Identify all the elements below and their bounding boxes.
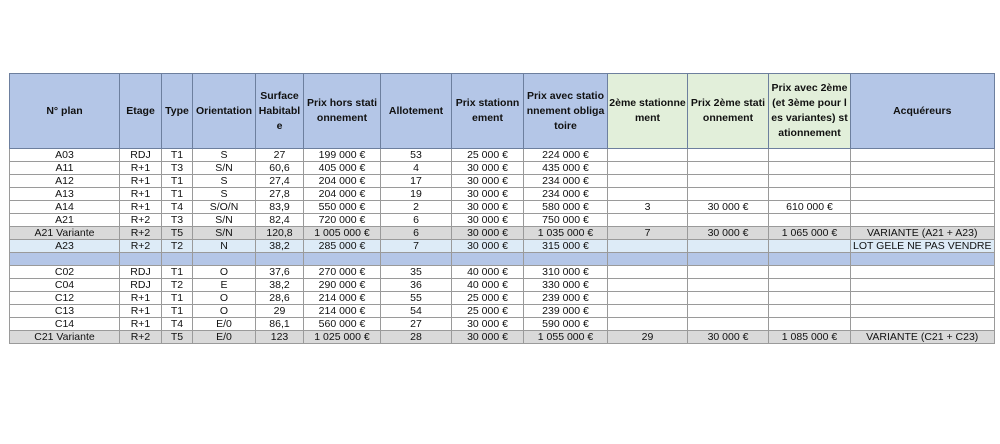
table-cell[interactable] <box>608 253 688 266</box>
table-cell[interactable]: 27 <box>381 318 452 331</box>
table-cell[interactable] <box>688 266 769 279</box>
table-row <box>10 240 995 253</box>
table-cell[interactable] <box>381 253 452 266</box>
table-cell[interactable]: O <box>193 266 256 279</box>
column-header-label: Orientation <box>195 104 252 117</box>
table-row <box>10 214 995 227</box>
table-cell[interactable]: 30 000 € <box>688 201 769 214</box>
table-cell[interactable]: A21 Variante <box>10 227 120 240</box>
table-cell[interactable]: 30 000 € <box>452 214 524 227</box>
column-header-label: Surface Habitable <box>258 89 301 132</box>
table-row <box>10 266 995 279</box>
table-cell[interactable] <box>524 253 608 266</box>
table-cell[interactable]: 6 <box>381 214 452 227</box>
table-cell[interactable] <box>688 240 769 253</box>
table-cell[interactable]: RDJ <box>120 279 162 292</box>
table-cell[interactable] <box>120 253 162 266</box>
table-cell[interactable]: 30 000 € <box>452 175 524 188</box>
table-cell[interactable]: 60,6 <box>256 162 304 175</box>
table-cell[interactable]: VARIANTE (A21 + A23) <box>851 227 995 240</box>
table-cell[interactable]: 30 000 € <box>452 201 524 214</box>
table-cell[interactable] <box>851 214 995 227</box>
table-cell[interactable] <box>769 149 851 162</box>
table-cell[interactable] <box>851 149 995 162</box>
table-cell[interactable] <box>688 188 769 201</box>
table-cell[interactable]: T1 <box>162 305 193 318</box>
table-cell[interactable] <box>769 253 851 266</box>
lots-price-table <box>9 73 995 344</box>
table-cell[interactable]: 234 000 € <box>524 175 608 188</box>
column-header <box>524 74 608 149</box>
table-cell[interactable]: C21 Variante <box>10 331 120 344</box>
table-cell[interactable]: R+2 <box>120 214 162 227</box>
table-cell[interactable]: 25 000 € <box>452 305 524 318</box>
table-cell[interactable]: C04 <box>10 279 120 292</box>
table-cell[interactable] <box>608 175 688 188</box>
table-cell[interactable]: R+2 <box>120 227 162 240</box>
table-cell[interactable]: 610 000 € <box>769 201 851 214</box>
table-cell[interactable]: 38,2 <box>256 240 304 253</box>
table-cell[interactable]: 35 <box>381 266 452 279</box>
table-cell[interactable]: O <box>193 292 256 305</box>
table-cell[interactable] <box>608 214 688 227</box>
table-cell[interactable]: 36 <box>381 279 452 292</box>
table-row <box>10 188 995 201</box>
table-cell[interactable]: O <box>193 305 256 318</box>
table-cell[interactable]: RDJ <box>120 149 162 162</box>
table-cell[interactable]: 37,6 <box>256 266 304 279</box>
table-cell[interactable]: 120,8 <box>256 227 304 240</box>
table-cell[interactable]: 285 000 € <box>304 240 381 253</box>
table-cell[interactable]: 28 <box>381 331 452 344</box>
table-cell[interactable]: T1 <box>162 149 193 162</box>
table-cell[interactable] <box>769 266 851 279</box>
table-cell[interactable]: 1 085 000 € <box>769 331 851 344</box>
table-cell[interactable]: T4 <box>162 318 193 331</box>
table-cell[interactable]: A13 <box>10 188 120 201</box>
table-cell[interactable]: A14 <box>10 201 120 214</box>
table-cell[interactable]: T5 <box>162 331 193 344</box>
table-cell[interactable]: 550 000 € <box>304 201 381 214</box>
table-cell[interactable]: A23 <box>10 240 120 253</box>
table-cell[interactable]: R+1 <box>120 188 162 201</box>
column-header <box>381 74 452 149</box>
table-cell[interactable]: C13 <box>10 305 120 318</box>
table-cell[interactable]: 214 000 € <box>304 292 381 305</box>
table-cell[interactable] <box>608 305 688 318</box>
column-header <box>120 74 162 149</box>
table-cell[interactable] <box>851 162 995 175</box>
table-cell[interactable]: 54 <box>381 305 452 318</box>
table-cell[interactable]: 30 000 € <box>452 240 524 253</box>
table-row <box>10 162 995 175</box>
table-cell[interactable]: S <box>193 175 256 188</box>
table-cell[interactable] <box>688 292 769 305</box>
table-cell[interactable]: 28,6 <box>256 292 304 305</box>
table-cell[interactable] <box>193 253 256 266</box>
table-cell[interactable]: 30 000 € <box>452 188 524 201</box>
table-cell[interactable]: S <box>193 188 256 201</box>
table-cell[interactable] <box>688 214 769 227</box>
table-cell[interactable]: 560 000 € <box>304 318 381 331</box>
table-cell[interactable]: 123 <box>256 331 304 344</box>
table-cell[interactable]: R+1 <box>120 175 162 188</box>
table-cell[interactable] <box>851 253 995 266</box>
separator-row <box>10 253 995 266</box>
table-cell[interactable]: 224 000 € <box>524 149 608 162</box>
column-header-label: Prix avec 2ème (et 3ème pour les variantes) stationnement <box>771 82 848 139</box>
table-cell[interactable] <box>851 279 995 292</box>
table-cell[interactable] <box>769 292 851 305</box>
table-cell[interactable]: S/N <box>193 227 256 240</box>
table-cell[interactable]: R+1 <box>120 292 162 305</box>
table-cell[interactable]: R+2 <box>120 240 162 253</box>
table-cell[interactable]: 6 <box>381 227 452 240</box>
table-cell[interactable]: 7 <box>608 227 688 240</box>
table-cell[interactable]: 199 000 € <box>304 149 381 162</box>
table-cell[interactable]: 315 000 € <box>524 240 608 253</box>
column-header-label: Prix stationnement <box>455 97 520 124</box>
table-cell[interactable] <box>10 253 120 266</box>
table-cell[interactable] <box>769 188 851 201</box>
table-cell[interactable] <box>304 253 381 266</box>
table-row <box>10 175 995 188</box>
table-cell[interactable]: 29 <box>608 331 688 344</box>
table-cell[interactable]: RDJ <box>120 266 162 279</box>
table-cell[interactable]: 239 000 € <box>524 292 608 305</box>
table-cell[interactable]: T1 <box>162 292 193 305</box>
table-cell[interactable]: 27,4 <box>256 175 304 188</box>
table-cell[interactable]: R+1 <box>120 318 162 331</box>
table-row <box>10 227 995 240</box>
table-cell[interactable] <box>162 253 193 266</box>
table-cell[interactable]: N <box>193 240 256 253</box>
table-cell[interactable]: T1 <box>162 266 193 279</box>
table-cell[interactable]: 25 000 € <box>452 149 524 162</box>
table-cell[interactable]: T3 <box>162 162 193 175</box>
table-cell[interactable]: T1 <box>162 188 193 201</box>
header-row <box>10 74 995 149</box>
table-cell[interactable]: 30 000 € <box>452 331 524 344</box>
table-cell[interactable]: 30 000 € <box>688 227 769 240</box>
table-cell[interactable]: 1 065 000 € <box>769 227 851 240</box>
table-cell[interactable]: 290 000 € <box>304 279 381 292</box>
table-cell[interactable]: 204 000 € <box>304 175 381 188</box>
table-cell[interactable] <box>851 175 995 188</box>
column-header-label: 2ème stationnement <box>609 97 686 124</box>
table-row <box>10 201 995 214</box>
table-cell[interactable] <box>688 149 769 162</box>
table-cell[interactable]: R+1 <box>120 162 162 175</box>
column-header <box>162 74 193 149</box>
table-cell[interactable] <box>688 162 769 175</box>
table-cell[interactable]: 30 000 € <box>688 331 769 344</box>
table-cell[interactable]: 30 000 € <box>452 162 524 175</box>
table-cell[interactable] <box>769 305 851 318</box>
table-row <box>10 305 995 318</box>
table-cell[interactable]: 30 000 € <box>452 318 524 331</box>
table-cell[interactable]: E/0 <box>193 318 256 331</box>
table-cell[interactable]: E/0 <box>193 331 256 344</box>
table-row <box>10 149 995 162</box>
table-cell[interactable]: 1 005 000 € <box>304 227 381 240</box>
table-row <box>10 279 995 292</box>
table-cell[interactable]: 19 <box>381 188 452 201</box>
table-cell[interactable] <box>851 201 995 214</box>
column-header <box>304 74 381 149</box>
table-cell[interactable] <box>769 279 851 292</box>
column-header <box>193 74 256 149</box>
table-cell[interactable] <box>608 318 688 331</box>
column-header-label: N° plan <box>46 104 83 117</box>
table-cell[interactable]: 1 035 000 € <box>524 227 608 240</box>
table-row <box>10 318 995 331</box>
table-cell[interactable] <box>256 253 304 266</box>
table-cell[interactable]: A11 <box>10 162 120 175</box>
table-body <box>10 149 995 344</box>
table-cell[interactable]: 2 <box>381 201 452 214</box>
table-cell[interactable]: 29 <box>256 305 304 318</box>
table-cell[interactable]: R+1 <box>120 305 162 318</box>
table-cell[interactable] <box>608 149 688 162</box>
table-cell[interactable]: 204 000 € <box>304 188 381 201</box>
table-cell[interactable]: S <box>193 149 256 162</box>
table-cell[interactable] <box>688 305 769 318</box>
column-header <box>688 74 769 149</box>
table-cell[interactable] <box>688 318 769 331</box>
table-cell[interactable]: S/O/N <box>193 201 256 214</box>
table-cell[interactable]: T2 <box>162 279 193 292</box>
table-cell[interactable] <box>608 240 688 253</box>
table-cell[interactable]: 270 000 € <box>304 266 381 279</box>
table-cell[interactable] <box>851 292 995 305</box>
table-row <box>10 292 995 305</box>
table-cell[interactable]: 40 000 € <box>452 279 524 292</box>
table-cell[interactable]: 27 <box>256 149 304 162</box>
table-cell[interactable]: 4 <box>381 162 452 175</box>
table-cell[interactable]: 38,2 <box>256 279 304 292</box>
table-cell[interactable]: E <box>193 279 256 292</box>
table-cell[interactable]: 17 <box>381 175 452 188</box>
table-cell[interactable] <box>851 318 995 331</box>
table-cell[interactable]: 83,9 <box>256 201 304 214</box>
table-cell[interactable]: 720 000 € <box>304 214 381 227</box>
table-cell[interactable]: T5 <box>162 227 193 240</box>
table-cell[interactable] <box>608 162 688 175</box>
table-row <box>10 331 995 344</box>
table-cell[interactable]: T4 <box>162 201 193 214</box>
table-cell[interactable] <box>769 175 851 188</box>
table-cell[interactable]: 330 000 € <box>524 279 608 292</box>
table-cell[interactable]: 86,1 <box>256 318 304 331</box>
table-cell[interactable]: 27,8 <box>256 188 304 201</box>
table-cell[interactable] <box>688 175 769 188</box>
table-cell[interactable]: 3 <box>608 201 688 214</box>
column-header-label: Type <box>165 104 189 117</box>
table-cell[interactable]: 435 000 € <box>524 162 608 175</box>
column-header <box>769 74 851 149</box>
table-cell[interactable] <box>769 214 851 227</box>
table-cell[interactable]: LOT GELE NE PAS VENDRE <box>851 240 995 253</box>
column-header <box>10 74 120 149</box>
table-cell[interactable] <box>851 188 995 201</box>
table-cell[interactable] <box>452 253 524 266</box>
table-cell[interactable] <box>851 266 995 279</box>
table-cell[interactable] <box>608 279 688 292</box>
table-cell[interactable] <box>688 279 769 292</box>
column-header-label: Allotement <box>388 104 444 117</box>
table-cell[interactable]: C12 <box>10 292 120 305</box>
table-cell[interactable] <box>608 188 688 201</box>
column-header-label: Prix hors stationnement <box>306 97 378 124</box>
table-cell[interactable]: VARIANTE (C21 + C23) <box>851 331 995 344</box>
table-cell[interactable] <box>851 305 995 318</box>
table-cell[interactable]: 7 <box>381 240 452 253</box>
table-cell[interactable]: 234 000 € <box>524 188 608 201</box>
table-cell[interactable]: C14 <box>10 318 120 331</box>
table-cell[interactable]: 580 000 € <box>524 201 608 214</box>
table-cell[interactable]: R+2 <box>120 331 162 344</box>
table-cell[interactable]: 40 000 € <box>452 266 524 279</box>
column-header <box>608 74 688 149</box>
table-cell[interactable]: 405 000 € <box>304 162 381 175</box>
table-cell[interactable]: C02 <box>10 266 120 279</box>
table-cell[interactable] <box>608 266 688 279</box>
table-cell[interactable]: 239 000 € <box>524 305 608 318</box>
table-cell[interactable]: 1 025 000 € <box>304 331 381 344</box>
table-cell[interactable]: R+1 <box>120 201 162 214</box>
table-cell[interactable]: T2 <box>162 240 193 253</box>
table-cell[interactable] <box>688 253 769 266</box>
column-header-label: Acquéreurs <box>893 104 952 117</box>
table-cell[interactable]: 1 055 000 € <box>524 331 608 344</box>
table-cell[interactable]: 30 000 € <box>452 227 524 240</box>
column-header <box>256 74 304 149</box>
table-cell[interactable]: A21 <box>10 214 120 227</box>
column-header <box>452 74 524 149</box>
table-cell[interactable] <box>608 292 688 305</box>
column-header-label: Prix 2ème stationnement <box>690 97 766 124</box>
table-cell[interactable]: 590 000 € <box>524 318 608 331</box>
table-cell[interactable]: 53 <box>381 149 452 162</box>
table-cell[interactable]: S/N <box>193 162 256 175</box>
table-cell[interactable]: T1 <box>162 175 193 188</box>
column-header-label: Prix avec stationnement obligatoire <box>526 89 605 132</box>
table-cell[interactable]: 214 000 € <box>304 305 381 318</box>
table-cell[interactable]: 750 000 € <box>524 214 608 227</box>
table-cell[interactable]: A12 <box>10 175 120 188</box>
table-cell[interactable]: 310 000 € <box>524 266 608 279</box>
table-cell[interactable]: T3 <box>162 214 193 227</box>
table-cell[interactable]: 82,4 <box>256 214 304 227</box>
table-cell[interactable]: S/N <box>193 214 256 227</box>
table-cell[interactable] <box>769 240 851 253</box>
column-header-label: Etage <box>126 104 155 117</box>
table-cell[interactable]: 55 <box>381 292 452 305</box>
table-cell[interactable] <box>769 318 851 331</box>
table-cell[interactable] <box>769 162 851 175</box>
table-cell[interactable]: A03 <box>10 149 120 162</box>
table-cell[interactable]: 25 000 € <box>452 292 524 305</box>
column-header <box>851 74 995 149</box>
